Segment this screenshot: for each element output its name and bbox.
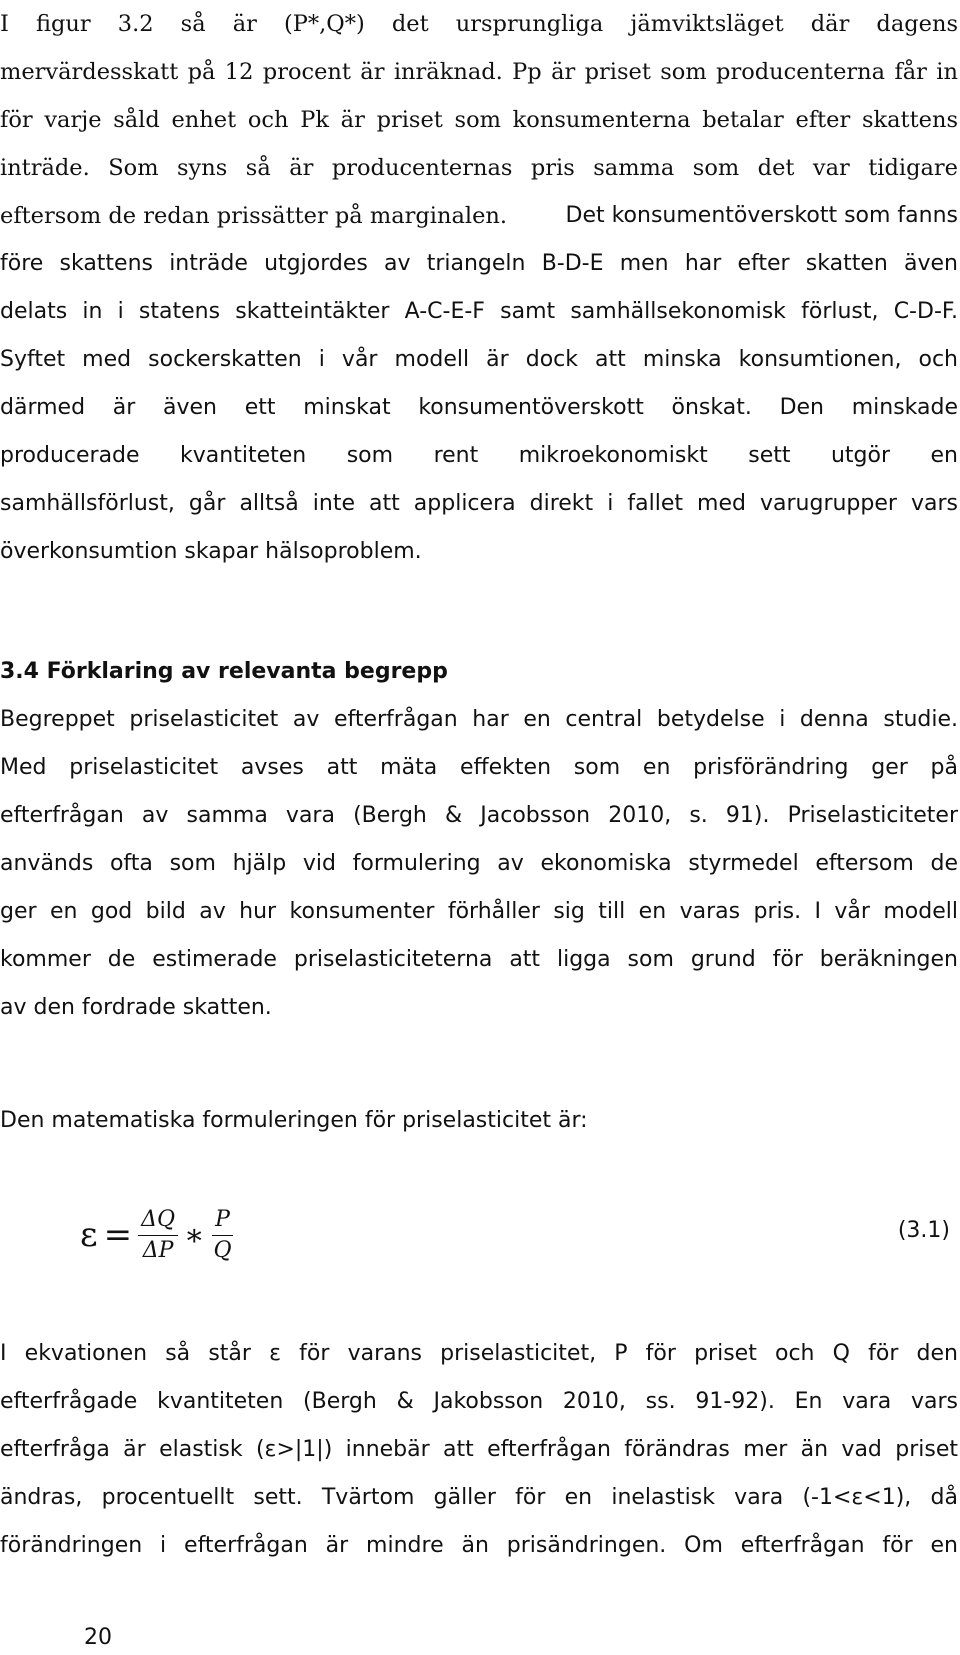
text-line: Den matematiska formuleringen för priselasticitet är:: [0, 1108, 588, 1133]
text-line: ger en god bild av hur konsumenter förhåller sig till en varas pris. I vår modell: [0, 899, 958, 924]
paragraph-elasticity-interpretation: [0, 1330, 958, 1570]
text-line: inträde. Som syns så är producenternas pris samma som det var tidigare: [0, 155, 958, 181]
paragraph-price-elasticity: [0, 696, 958, 1032]
section-heading: 3.4 Förklaring av relevanta begrepp: [0, 659, 448, 684]
text-line: eftersom de redan prissätter på marginalen.: [0, 203, 508, 229]
text-line: kommer de estimerade priselasticiteterna att ligga som grund för beräkningen: [0, 947, 958, 972]
fraction-numerator: ΔQ: [138, 1205, 178, 1236]
text-line: samhällsförlust, går alltså inte att applicera direkt i fallet med varugrupper vars: [0, 491, 958, 516]
equation-number: (3.1): [897, 1218, 950, 1243]
text-line: delats in i statens skatteintäkter A-C-E-F samt samhällsekonomisk förlust, C-D-F.: [0, 299, 958, 324]
text-line: används ofta som hjälp vid formulering av ekonomiska styrmedel eftersom de: [0, 851, 958, 876]
fraction-denominator: Q: [213, 1237, 232, 1263]
fraction-numerator: P: [212, 1205, 233, 1236]
paragraph-consumer-surplus: [0, 192, 958, 576]
epsilon-symbol: ε: [80, 1215, 98, 1255]
multiply-sign: ∗: [184, 1217, 205, 1253]
text-line: producerade kvantiteten som rent mikroekonomiskt sett utgör en: [0, 443, 958, 468]
text-line: före skattens inträde utgjordes av triangeln B-D-E men har efter skatten även: [0, 251, 958, 276]
text-line: efterfrågan av samma vara (Bergh & Jacobsson 2010, s. 91). Priselasticiteter: [0, 803, 958, 828]
text-line: för varje såld enhet och Pk är priset som konsumenterna betalar efter skattens: [0, 107, 958, 133]
text-line: efterfråga är elastisk (ε>|1|) innebär att efterfrågan förändras mer än vad priset: [0, 1437, 958, 1462]
text-line: Syftet med sockerskatten i vår modell är dock att minska konsumtionen, och: [0, 347, 958, 372]
text-line: därmed är även ett minskat konsumentöverskott önskat. Den minskade: [0, 395, 958, 420]
text-line: överkonsumtion skapar hälsoproblem.: [0, 539, 422, 564]
text-line: Med priselasticitet avses att mäta effekten som en prisförändring ger på: [0, 755, 958, 780]
text-line: I figur 3.2 så är (P*,Q*) det ursprungliga jämviktsläget där dagens: [0, 11, 958, 37]
text-line: ändras, procentuellt sett. Tvärtom gäller för en inelastisk vara (-1<ε<1), då: [0, 1485, 958, 1510]
equals-sign: =: [103, 1215, 133, 1255]
text-line: Begreppet priselasticitet av efterfrågan har en central betydelse i denna studie.: [0, 707, 958, 732]
fraction-denominator: ΔP: [142, 1237, 174, 1263]
text-line: efterfrågade kvantiteten (Bergh & Jakobsson 2010, ss. 91-92). En vara vars: [0, 1389, 958, 1414]
text-line: Det konsumentöverskott som fanns: [565, 203, 958, 228]
fraction-price-quantity: [210, 1205, 234, 1266]
elasticity-formula: [80, 1195, 235, 1275]
text-line: förändringen i efterfrågan är mindre än prisändringen. Om efterfrågan för en: [0, 1533, 958, 1558]
text-line: av den fordrade skatten.: [0, 995, 272, 1020]
paragraph-formula-intro: [0, 1097, 958, 1145]
text-line: I ekvationen så står ε för varans priselasticitet, P för priset och Q för den: [0, 1341, 958, 1366]
text-line: mervärdesskatt på 12 procent är inräknad. Pp är priset som producenterna får in: [0, 59, 958, 85]
fraction-delta: [138, 1205, 178, 1266]
page-number: 20: [84, 1625, 112, 1650]
